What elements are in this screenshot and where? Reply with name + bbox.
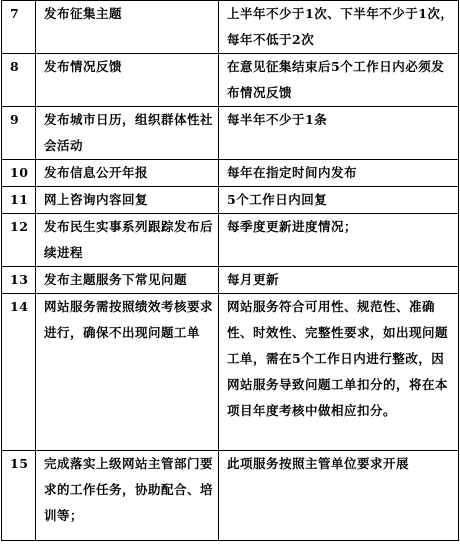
table-row — [2, 267, 459, 294]
table-row — [2, 107, 459, 160]
service-requirement: 每季度更新进度情况； — [219, 214, 459, 267]
table-row — [2, 160, 459, 187]
row-number: 11 — [2, 187, 36, 214]
service-requirement: 5个工作日内回复 — [219, 187, 459, 214]
row-number: 7 — [2, 1, 36, 54]
service-item: 网上咨询内容回复 — [36, 187, 219, 214]
service-item: 网站服务需按照绩效考核要求进行，确保不出现问题工单 — [36, 294, 219, 451]
service-item: 发布民生实事系列跟踪发布后续进程 — [36, 214, 219, 267]
requirements-table — [1, 0, 459, 541]
table-row — [2, 214, 459, 267]
service-item: 发布主题服务下常见问题 — [36, 267, 219, 294]
row-number: 12 — [2, 214, 36, 267]
service-requirement: 每半年不少于1条 — [219, 107, 459, 160]
row-number: 13 — [2, 267, 36, 294]
row-number: 10 — [2, 160, 36, 187]
service-item: 发布征集主题 — [36, 1, 219, 54]
table-row — [2, 451, 459, 541]
row-number: 14 — [2, 294, 36, 451]
service-requirement: 网站服务符合可用性、规范性、准确性、时效性、完整性要求，如出现问题工单，需在5个工作日内进行整改，因网站服务导致问题工单扣分的，将在本项目年度考核中做相应扣分。 — [219, 294, 459, 451]
service-requirement: 每年在指定时间内发布 — [219, 160, 459, 187]
table-row — [2, 294, 459, 451]
service-item: 发布信息公开年报 — [36, 160, 219, 187]
service-item: 发布城市日历，组织群体性社会活动 — [36, 107, 219, 160]
service-item: 完成落实上级网站主管部门要求的工作任务，协助配合、培训等； — [36, 451, 219, 541]
table-row — [2, 1, 459, 54]
service-requirement: 在意见征集结束后5个工作日内必须发布情况反馈 — [219, 54, 459, 107]
service-requirement: 此项服务按照主管单位要求开展 — [219, 451, 459, 541]
row-number: 9 — [2, 107, 36, 160]
table-row — [2, 187, 459, 214]
row-number: 8 — [2, 54, 36, 107]
service-item: 发布情况反馈 — [36, 54, 219, 107]
service-requirement: 上半年不少于1次、下半年不少于1次，每年不低于2次 — [219, 1, 459, 54]
table-row — [2, 54, 459, 107]
row-number: 15 — [2, 451, 36, 541]
service-requirement: 每月更新 — [219, 267, 459, 294]
